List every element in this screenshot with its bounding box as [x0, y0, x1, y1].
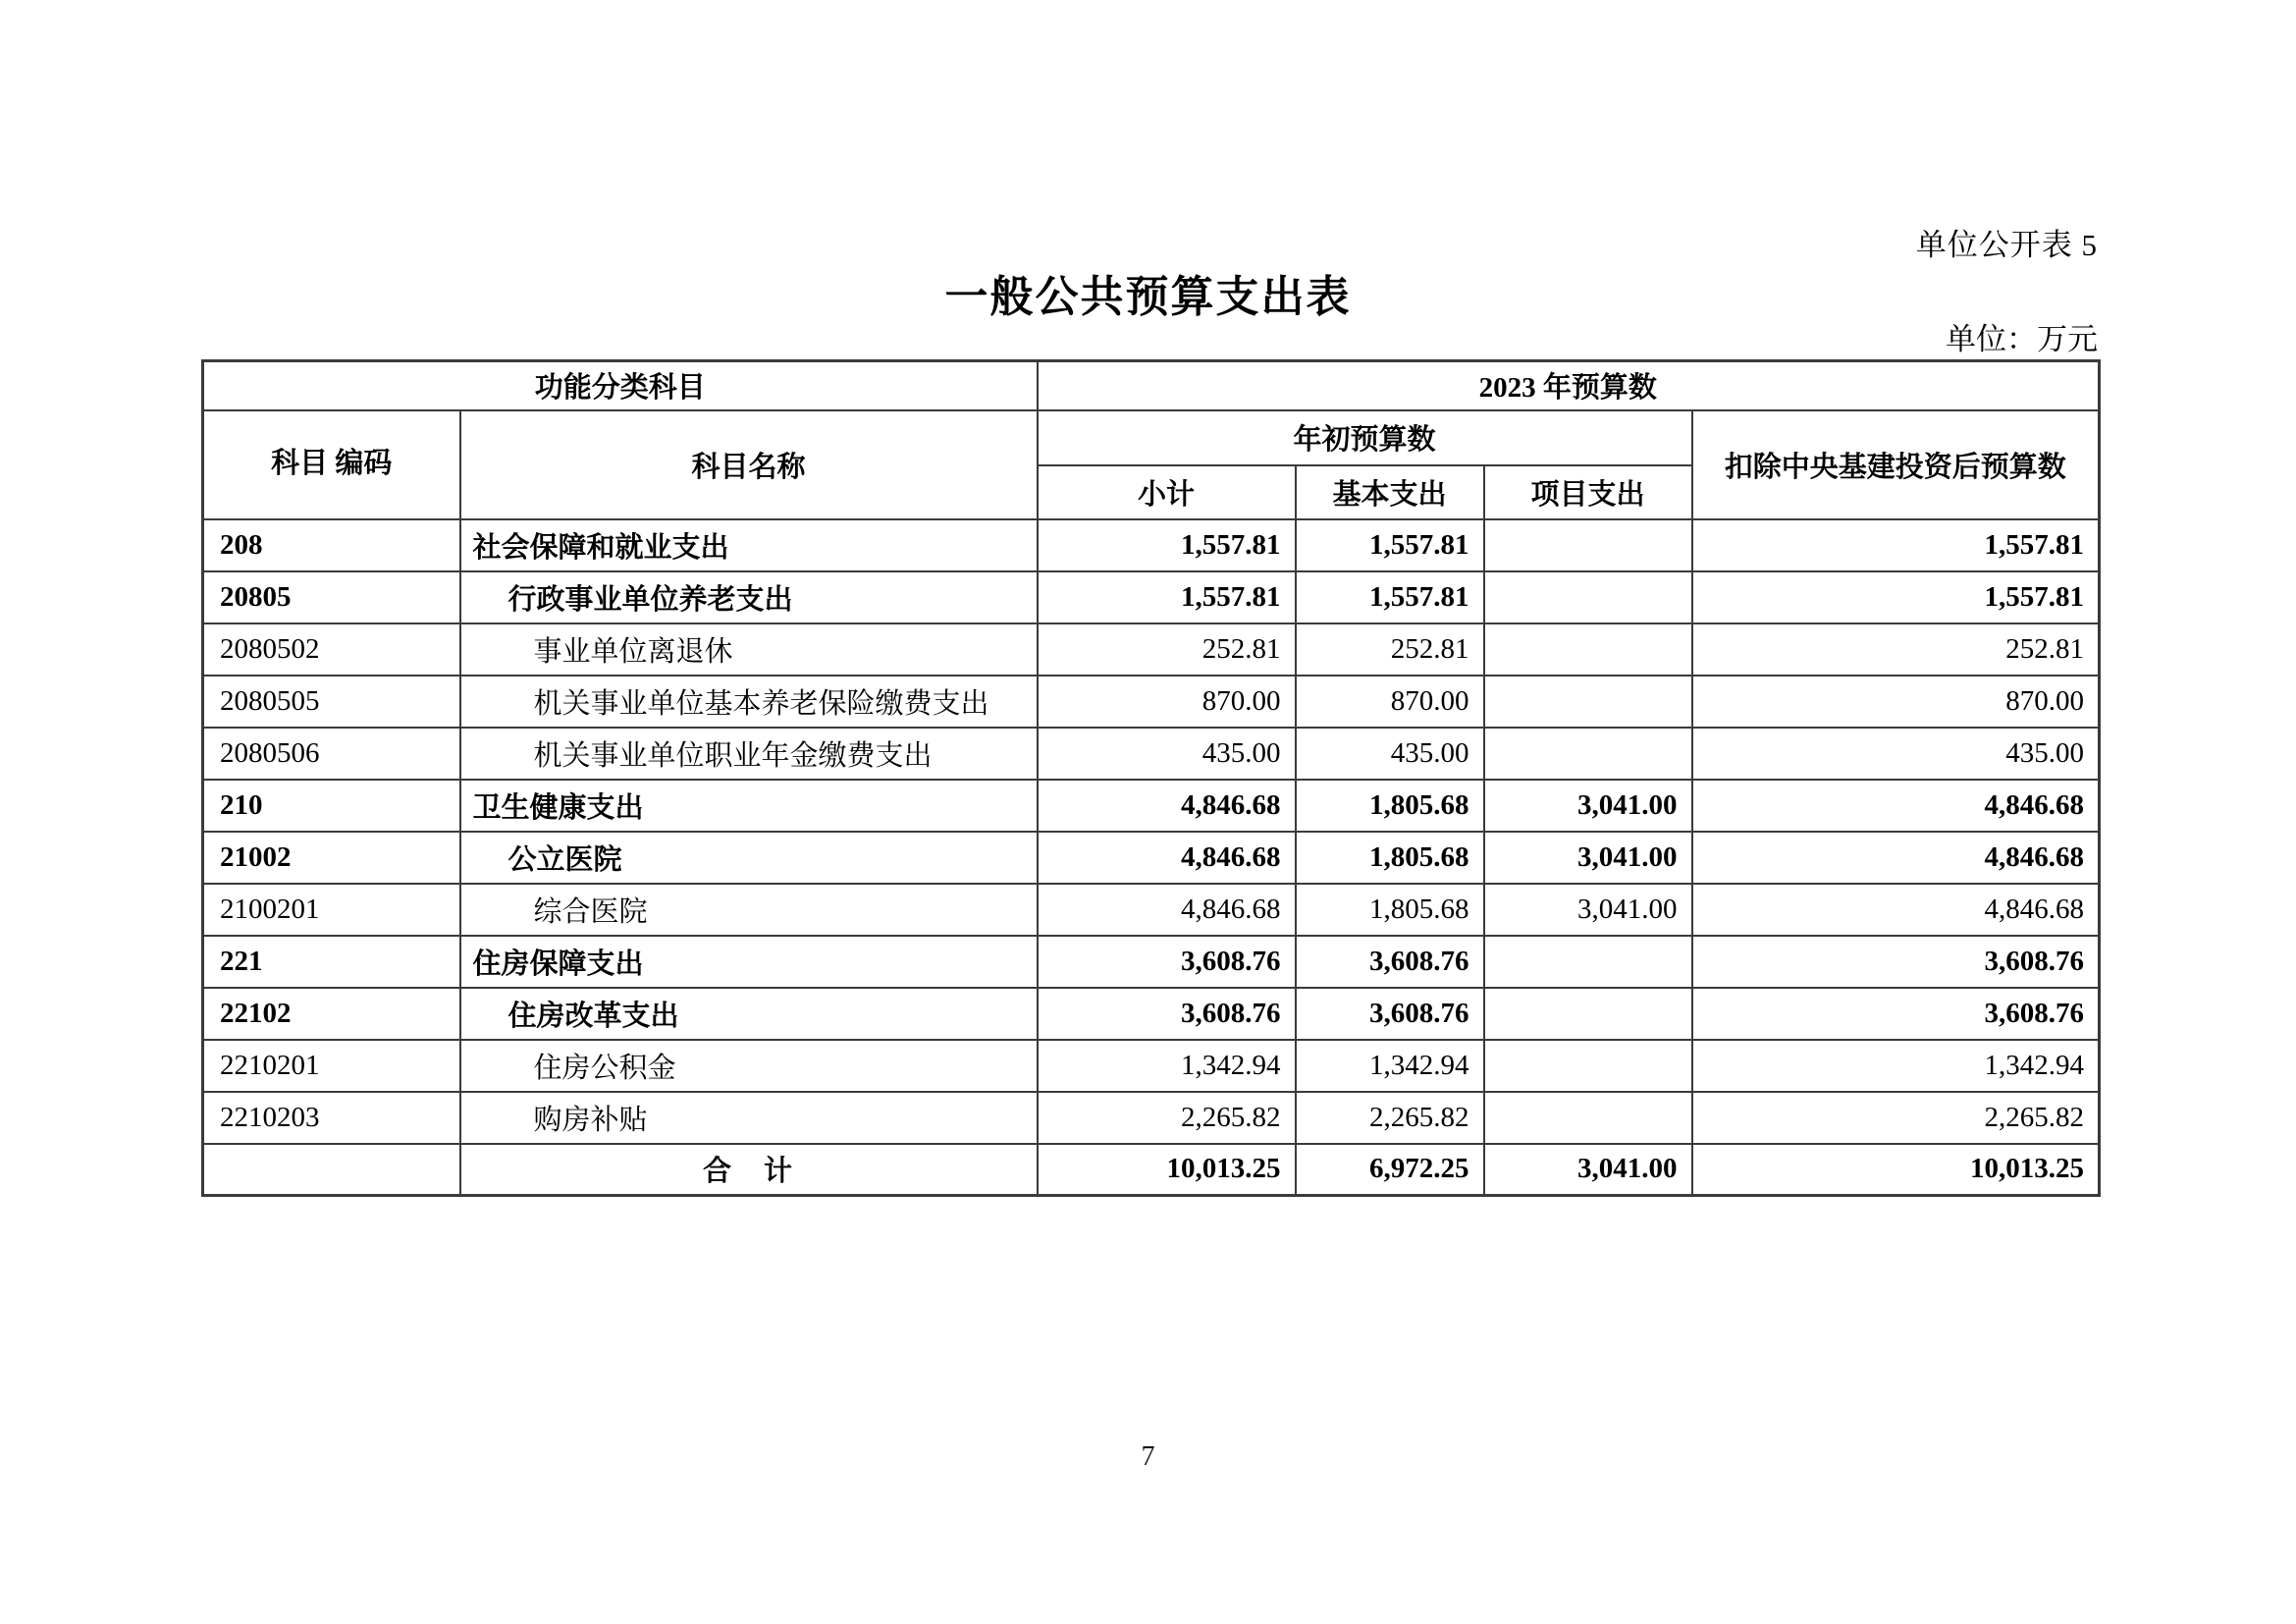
subtotal-value: 3,608.76 [1038, 988, 1296, 1040]
subject-code: 2080505 [203, 676, 460, 728]
subtotal-value: 870.00 [1038, 676, 1296, 728]
page-title: 一般公共预算支出表 [944, 273, 1352, 321]
basic-value: 1,557.81 [1296, 571, 1484, 623]
subject-name: 卫生健康支出 [460, 780, 1038, 832]
header-subject-code: 科目 编码 [203, 410, 460, 519]
subject-name: 机关事业单位基本养老保险缴费支出 [460, 676, 1038, 728]
project-value [1484, 1092, 1692, 1144]
basic-value: 2,265.82 [1296, 1092, 1484, 1144]
after-deduction-value: 435.00 [1692, 728, 2100, 780]
table-row-total [203, 1144, 2100, 1196]
basic-value: 6,972.25 [1296, 1144, 1484, 1196]
subtotal-value: 4,846.68 [1038, 884, 1296, 936]
subject-name: 事业单位离退休 [460, 623, 1038, 676]
subject-name: 住房保障支出 [460, 936, 1038, 988]
table-row [203, 676, 2100, 728]
header-row-middle [203, 410, 2100, 465]
after-deduction-value: 4,846.68 [1692, 780, 2100, 832]
unit-label: 单位：万元 [1946, 322, 2098, 356]
basic-value: 1,805.68 [1296, 780, 1484, 832]
project-value [1484, 571, 1692, 623]
subtotal-value: 3,608.76 [1038, 936, 1296, 988]
header-budget-2023: 2023 年预算数 [1038, 361, 2100, 410]
header-basic-expenditure: 基本支出 [1296, 465, 1484, 519]
project-value: 3,041.00 [1484, 780, 1692, 832]
total-label: 合 计 [460, 1144, 1038, 1196]
project-value: 3,041.00 [1484, 884, 1692, 936]
subject-code: 2080502 [203, 623, 460, 676]
table-row [203, 832, 2100, 884]
subtotal-value: 1,557.81 [1038, 571, 1296, 623]
subject-name: 综合医院 [460, 884, 1038, 936]
subject-code: 2210203 [203, 1092, 460, 1144]
header-initial-budget: 年初预算数 [1038, 410, 1692, 465]
subject-code: 2100201 [203, 884, 460, 936]
project-value [1484, 519, 1692, 571]
header-subtotal: 小计 [1038, 465, 1296, 519]
after-deduction-value: 10,013.25 [1692, 1144, 2100, 1196]
table-row [203, 780, 2100, 832]
header-after-deduction: 扣除中央基建投资后预算数 [1692, 410, 2100, 519]
after-deduction-value: 870.00 [1692, 676, 2100, 728]
table-row [203, 988, 2100, 1040]
basic-value: 3,608.76 [1296, 936, 1484, 988]
basic-value: 1,557.81 [1296, 519, 1484, 571]
subtotal-value: 1,342.94 [1038, 1040, 1296, 1092]
subtotal-value: 252.81 [1038, 623, 1296, 676]
subject-name: 购房补贴 [460, 1092, 1038, 1144]
project-value [1484, 728, 1692, 780]
after-deduction-value: 252.81 [1692, 623, 2100, 676]
basic-value: 252.81 [1296, 623, 1484, 676]
basic-value: 3,608.76 [1296, 988, 1484, 1040]
project-value: 3,041.00 [1484, 832, 1692, 884]
after-deduction-value: 1,557.81 [1692, 519, 2100, 571]
subtotal-value: 2,265.82 [1038, 1092, 1296, 1144]
after-deduction-value: 3,608.76 [1692, 936, 2100, 988]
project-value [1484, 936, 1692, 988]
page-number: 7 [1141, 1441, 1155, 1472]
subtotal-value: 4,846.68 [1038, 780, 1296, 832]
basic-value: 1,805.68 [1296, 884, 1484, 936]
after-deduction-value: 4,846.68 [1692, 884, 2100, 936]
header-subject-name: 科目名称 [460, 410, 1038, 519]
subject-name: 住房公积金 [460, 1040, 1038, 1092]
header-row-top [203, 361, 2100, 410]
subject-code: 208 [203, 519, 460, 571]
table-row [203, 936, 2100, 988]
budget-table [201, 359, 2101, 1197]
basic-value: 1,805.68 [1296, 832, 1484, 884]
project-value [1484, 988, 1692, 1040]
project-value [1484, 676, 1692, 728]
project-value [1484, 623, 1692, 676]
subject-name: 机关事业单位职业年金缴费支出 [460, 728, 1038, 780]
basic-value: 870.00 [1296, 676, 1484, 728]
subtotal-value: 1,557.81 [1038, 519, 1296, 571]
table-row [203, 1040, 2100, 1092]
after-deduction-value: 1,557.81 [1692, 571, 2100, 623]
table-row [203, 1092, 2100, 1144]
subject-name: 住房改革支出 [460, 988, 1038, 1040]
project-value: 3,041.00 [1484, 1144, 1692, 1196]
subject-code: 221 [203, 936, 460, 988]
subject-code: 21002 [203, 832, 460, 884]
table-row [203, 519, 2100, 571]
basic-value: 1,342.94 [1296, 1040, 1484, 1092]
table-row [203, 884, 2100, 936]
table-row [203, 623, 2100, 676]
subtotal-value: 10,013.25 [1038, 1144, 1296, 1196]
after-deduction-value: 1,342.94 [1692, 1040, 2100, 1092]
after-deduction-value: 2,265.82 [1692, 1092, 2100, 1144]
subject-name: 行政事业单位养老支出 [460, 571, 1038, 623]
header-project-expenditure: 项目支出 [1484, 465, 1692, 519]
subject-code [203, 1144, 460, 1196]
subject-code: 210 [203, 780, 460, 832]
subject-code: 20805 [203, 571, 460, 623]
after-deduction-value: 3,608.76 [1692, 988, 2100, 1040]
subject-code: 22102 [203, 988, 460, 1040]
subtotal-value: 4,846.68 [1038, 832, 1296, 884]
table-row [203, 728, 2100, 780]
doc-label: 单位公开表 5 [1915, 228, 2098, 262]
basic-value: 435.00 [1296, 728, 1484, 780]
subject-name: 公立医院 [460, 832, 1038, 884]
subject-code: 2080506 [203, 728, 460, 780]
after-deduction-value: 4,846.68 [1692, 832, 2100, 884]
header-function-category: 功能分类科目 [203, 361, 1038, 410]
subject-code: 2210201 [203, 1040, 460, 1092]
project-value [1484, 1040, 1692, 1092]
table-row [203, 571, 2100, 623]
subtotal-value: 435.00 [1038, 728, 1296, 780]
subject-name: 社会保障和就业支出 [460, 519, 1038, 571]
